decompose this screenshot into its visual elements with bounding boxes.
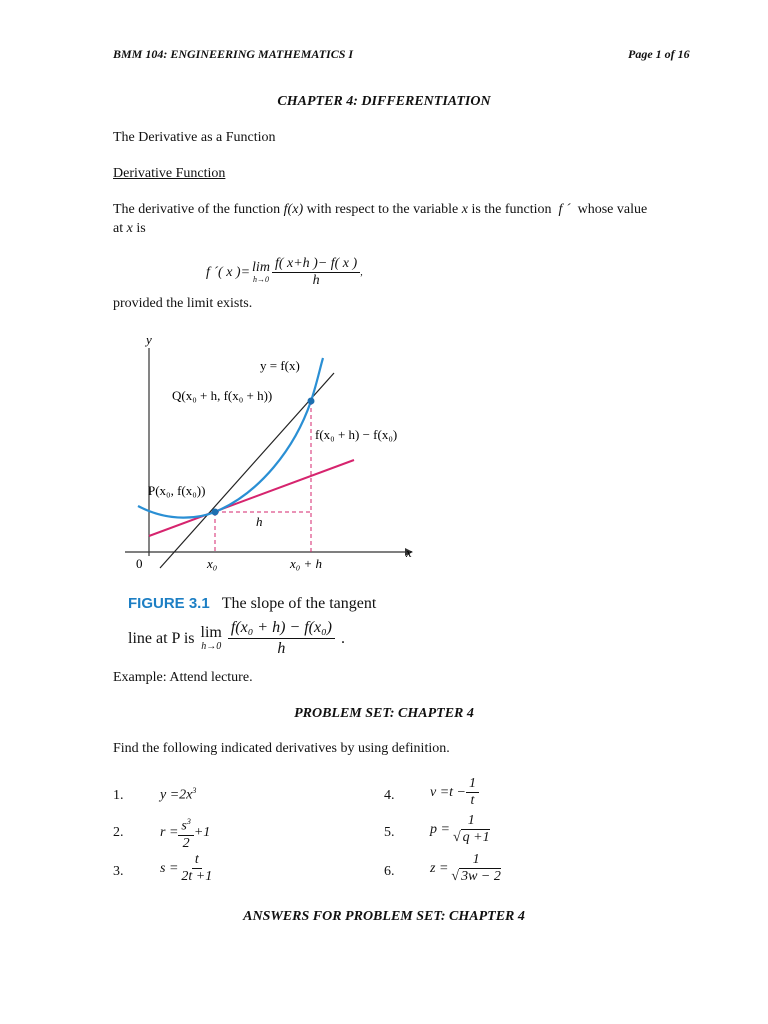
problem-5-expr — [430, 813, 493, 846]
def-x: x — [461, 202, 468, 217]
problem-1-expr — [160, 786, 196, 804]
formula-lim-sub: h→0 — [252, 275, 269, 284]
caption-lim-sub: h→0 — [201, 641, 222, 652]
def-fprime: f ´ — [558, 202, 571, 217]
derivative-formula — [206, 256, 363, 289]
problem-4-numerator: 1 — [466, 776, 479, 793]
formula-fraction — [272, 256, 360, 289]
origin-label: 0 — [136, 556, 143, 571]
def-line2-x: x — [126, 221, 133, 236]
caption-numerator: f(x₀ + h) − f(x₀) — [228, 618, 335, 639]
proviso-text: provided the limit exists. — [113, 296, 253, 311]
problem-6-expr — [430, 852, 504, 885]
x-axis-label: x — [406, 545, 412, 560]
problem-3-numerator: t — [192, 852, 202, 869]
problem-4-fraction — [466, 776, 479, 809]
subsection-title: Derivative Function — [113, 166, 226, 181]
answers-title: ANSWERS FOR PROBLEM SET: CHAPTER 4 — [243, 909, 525, 924]
problem-2-numerator — [178, 814, 193, 836]
problem-2-expr — [160, 814, 210, 852]
problem-6-lhs: z = — [430, 860, 449, 876]
problem-6-number: 6. — [384, 864, 395, 879]
def-line2-a: at — [113, 221, 124, 236]
problem-3-fraction — [178, 852, 215, 885]
caption-tail: . — [340, 629, 345, 647]
def-part-d: whose value — [577, 202, 648, 217]
tangent-line — [149, 460, 354, 536]
problem-6-radicand: 3w − 2 — [461, 869, 501, 884]
page-number: Page 1 of 16 — [628, 47, 690, 61]
formula-limit — [252, 261, 270, 284]
y-axis-label: y — [146, 332, 152, 347]
problem-3-lhs: s = — [160, 860, 179, 876]
problem-6-denominator: √ 3w − 2 — [451, 869, 501, 884]
example-text: Example: Attend lecture. — [113, 670, 253, 685]
problem-3-number: 3. — [113, 864, 124, 879]
caption-denominator: h — [277, 640, 286, 657]
section-title: The Derivative as a Function — [113, 130, 276, 145]
formula-lhs: f ´( x )= — [206, 264, 251, 280]
figure-label: FIGURE 3.1 — [128, 595, 210, 612]
problem-2-num-base: s — [181, 818, 187, 834]
caption-fraction — [228, 618, 335, 659]
def-fx: f(x) — [283, 202, 304, 217]
x0h-label: x₀ + h — [290, 556, 323, 571]
problem-3-denominator: 2t +1 — [181, 869, 213, 884]
problem-3-expr — [160, 852, 215, 885]
problem-2-num-sup: 3 — [186, 817, 191, 826]
derivative-figure — [110, 328, 430, 578]
h-label: h — [256, 514, 263, 529]
problem-5-radicand: q +1 — [462, 830, 490, 845]
figure-caption-line-1 — [128, 595, 376, 613]
problem-2-denominator: 2 — [182, 835, 190, 851]
q-point-label: Q(x₀ + h, f(x₀ + h)) — [172, 388, 273, 403]
caption-text-2: line at P is — [128, 629, 195, 647]
point-p — [212, 509, 219, 516]
problem-2-fraction — [178, 814, 193, 852]
problem-set-title: PROBLEM SET: CHAPTER 4 — [294, 706, 474, 721]
curve-label: y = f(x) — [260, 358, 300, 373]
problem-5-number: 5. — [384, 825, 395, 840]
formula-lim: lim — [252, 260, 270, 275]
definition-line-1 — [113, 202, 693, 218]
caption-lim: lim — [200, 624, 222, 641]
problem-1-lhs: y =2x — [160, 787, 193, 803]
problem-4-lhs: v =t − — [430, 784, 466, 800]
def-part-a: The derivative of the function — [113, 202, 281, 217]
problem-intro: Find the following indicated derivatives by using definition. — [113, 741, 450, 756]
figure-caption-line-2 — [128, 618, 345, 659]
problem-6-numerator: 1 — [470, 852, 483, 869]
problem-5-numerator: 1 — [465, 813, 478, 830]
difference-label: f(x₀ + h) − f(x₀) — [315, 427, 398, 442]
formula-tail: , — [360, 267, 363, 278]
point-q — [308, 398, 315, 405]
problem-1-sup: 3 — [192, 786, 197, 795]
problem-4-denominator: t — [470, 793, 475, 808]
problem-2-lhs: r = — [160, 824, 179, 840]
problem-4-number: 4. — [384, 788, 395, 803]
chapter-title: CHAPTER 4: DIFFERENTIATION — [277, 94, 491, 109]
problem-2-tail: +1 — [193, 824, 211, 840]
def-line2-b: is — [136, 221, 146, 236]
course-header: BMM 104: ENGINEERING MATHEMATICS I — [113, 47, 354, 61]
def-part-b: with respect to the variable — [306, 202, 459, 217]
def-part-c: is the function — [471, 202, 552, 217]
problem-5-lhs: p = — [430, 821, 450, 837]
definition-line-2 — [113, 221, 146, 237]
problem-5-fraction — [450, 813, 493, 846]
caption-limit — [201, 625, 222, 652]
formula-numerator: f( x+h )− f( x ) — [272, 256, 360, 273]
p-point-label: P(x₀, f(x₀)) — [148, 483, 206, 498]
formula-denominator: h — [312, 273, 320, 288]
problem-2-number: 2. — [113, 825, 124, 840]
problem-1-number: 1. — [113, 788, 124, 803]
problem-6-fraction — [448, 852, 503, 885]
problem-4-expr — [430, 776, 479, 809]
problem-5-denominator: √ q +1 — [452, 830, 490, 845]
caption-text-1: The slope of the tangent — [221, 595, 377, 612]
x0-label: x₀ — [207, 556, 218, 571]
